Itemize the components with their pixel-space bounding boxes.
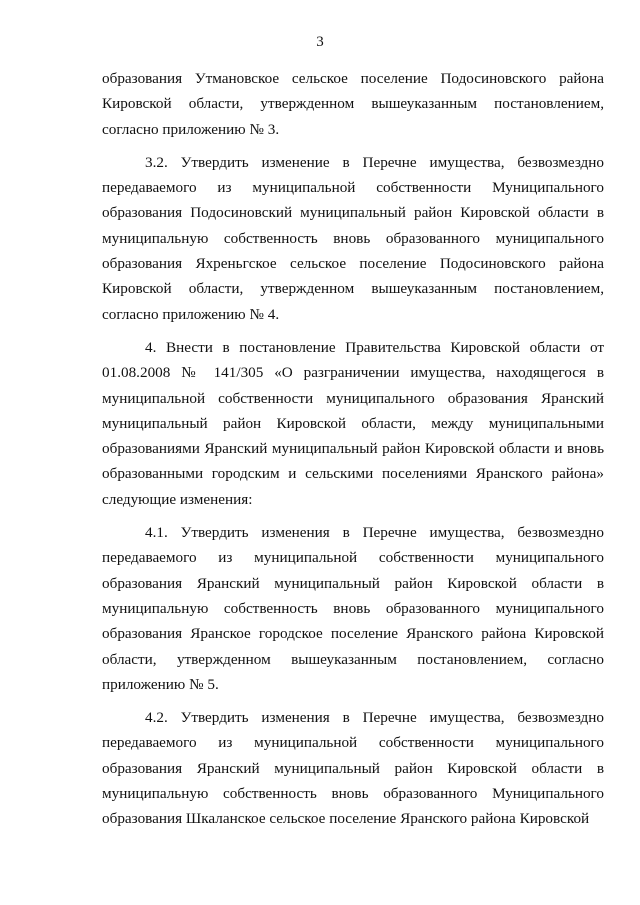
paragraph-4-2: 4.2. Утвердить изменения в Перечне имущества, безвозмездно передаваемого из муниципальной собственности муниципального образования Яранский муниципальный район Кировской области в муниципальную собственность вновь образованного Муниципального образования Шкаланское сельское поселение Яранского района Кировской xyxy=(102,709,604,828)
page-number: 3 xyxy=(316,34,324,50)
paragraph-continuation: образования Утмановское сельское поселение Подосиновского района Кировской области, утвержденном вышеуказанным постановлением, согласно приложению № 3. xyxy=(102,70,604,138)
document-body xyxy=(102,66,604,832)
paragraph-4: 4. Внести в постановление Правительства Кировской области от 01.08.2008 № 141/305 «О разграничении имущества, находящегося в муниципальной собственности муниципального образования Яранский муниципальный район Кировской области, между муниципальными образованиями Яранский муниципальный район Кировской области и вновь образованными городским и сельскими поселениями Яранского района» следующие изменения: xyxy=(102,338,604,508)
paragraph-4-1: 4.1. Утвердить изменения в Перечне имущества, безвозмездно передаваемого из муниципальной собственности муниципального образования Яранский муниципальный район Кировской области в муниципальную собственность вновь образованного муниципального образования Яранское городское поселение Яранского района Кировской области, утвержденном вышеуказанным постановлением, согласно приложению № 5. xyxy=(102,524,604,693)
paragraph-3-2: 3.2. Утвердить изменение в Перечне имущества, безвозмездно передаваемого из муниципальной собственности Муниципального образования Подосиновский муниципальный район Кировской области в муниципальную собственность вновь образованного муниципального образования Яхреньгское сельское поселение Подосиновского района Кировской области, утвержденном вышеуказанным постановлением, согласно приложению № 4. xyxy=(102,153,604,323)
